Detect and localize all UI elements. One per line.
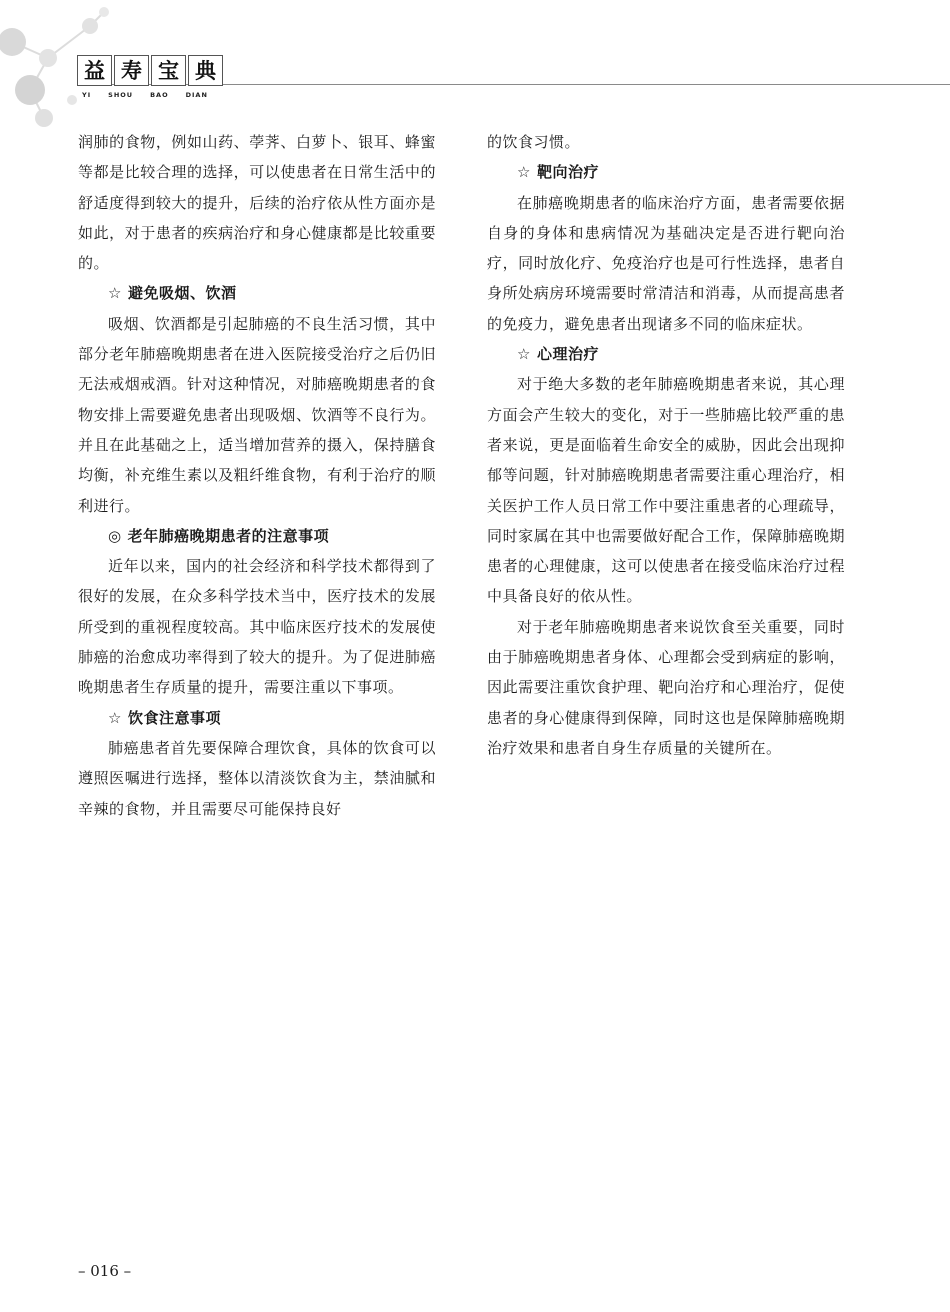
- body-paragraph: 吸烟、饮酒都是引起肺癌的不良生活习惯，其中部分老年肺癌晚期患者在进入医院接受治疗之后仍旧无法戒烟戒酒。针对这种情况，对肺癌晚期患者的食物安排上需要避免患者出现吸烟、饮酒等不良行为。并且在此基础之上，适当增加营养的摄入，保持膳食均衡，补充维生素以及粗纤维食物，有利于治疗的顺利进行。: [78, 314, 436, 515]
- section-heading-text: 饮食注意事项: [127, 708, 221, 727]
- section-heading-text: 心理治疗: [536, 345, 599, 364]
- brand-logo: [77, 55, 225, 86]
- section-heading: [78, 278, 436, 308]
- pinyin-syllable: YI: [82, 91, 92, 99]
- section-heading: [487, 157, 845, 187]
- body-paragraph: 润肺的食物，例如山药、荸荠、白萝卜、银耳、蜂蜜等都是比较合理的选择，可以使患者在日常生活中的舒适度得到较大的提升，后续的治疗依从性方面亦是如此，对于患者的疾病治疗和身心健康都是比较重要的。: [78, 133, 436, 273]
- star-icon: ☆: [108, 284, 122, 303]
- double-circle-icon: ◎: [108, 526, 122, 545]
- right-column: [487, 127, 845, 763]
- section-heading: [487, 339, 845, 369]
- body-paragraph: 近年以来，国内的社会经济和科学技术都得到了很好的发展，在众多科学技术当中，医疗技术的发展所受到的重视程度较高。其中临床医疗技术的发展使肺癌的治愈成功率得到了较大的提升。为了促进肺癌晚期患者生存质量的提升，需要注重以下事项。: [78, 557, 436, 697]
- section-heading-text: 避免吸烟、饮酒: [127, 284, 237, 303]
- body-paragraph: 对于绝大多数的老年肺癌晚期患者来说，其心理方面会产生较大的变化，对于一些肺癌比较严重的患者来说，更是面临着生命安全的威胁，因此会出现抑郁等问题，针对肺癌晚期患者需要注重心理治疗，相关医护工作人员日常工作中要注重患者的心理疏导，同时家属在其中也需要做好配合工作，保障肺癌晚期患者的心理健康，这可以使患者在接受临床治疗过程中具备良好的依从性。: [487, 375, 845, 606]
- section-heading-text: 老年肺癌晚期患者的注意事项: [127, 526, 330, 545]
- section-heading: [78, 703, 436, 733]
- page-number: – 016 –: [78, 1262, 132, 1280]
- body-paragraph: 肺癌患者首先要保障合理饮食，具体的饮食可以遵照医嘱进行选择，整体以清淡饮食为主，禁油腻和辛辣的食物，并且需要尽可能保持良好: [78, 738, 436, 818]
- left-column: [78, 127, 436, 824]
- brand-char: 益: [77, 55, 112, 86]
- body-paragraph: 对于老年肺癌晚期患者来说饮食至关重要，同时由于肺癌晚期患者身体、心理都会受到病症的影响，因此需要注重饮食护理、靶向治疗和心理治疗，促使患者的身心健康得到保障，同时这也是保障肺癌晚期治疗效果和患者自身生存质量的关键所在。: [487, 617, 845, 757]
- brand-char: 宝: [151, 55, 186, 86]
- brand-char: 典: [188, 55, 223, 86]
- body-paragraph: 在肺癌晚期患者的临床治疗方面，患者需要依据自身的身体和患病情况为基础决定是否进行靶向治疗，同时放化疗、免疫治疗也是可行性选择，患者自身所处病房环境需要时常清洁和消毒，从而提高患者的免疫力，避免患者出现诸多不同的临床症状。: [487, 193, 845, 333]
- pinyin-syllable: DIAN: [185, 91, 208, 99]
- star-icon: ☆: [517, 163, 531, 182]
- body-paragraph: 的饮食习惯。: [487, 133, 581, 151]
- section-heading: [78, 521, 436, 551]
- star-icon: ☆: [517, 345, 531, 364]
- star-icon: ☆: [108, 708, 122, 727]
- brand-char: 寿: [114, 55, 149, 86]
- brand-pinyin: [82, 91, 225, 99]
- pinyin-syllable: BAO: [150, 91, 169, 99]
- section-heading-text: 靶向治疗: [536, 163, 599, 182]
- pinyin-syllable: SHOU: [108, 91, 134, 99]
